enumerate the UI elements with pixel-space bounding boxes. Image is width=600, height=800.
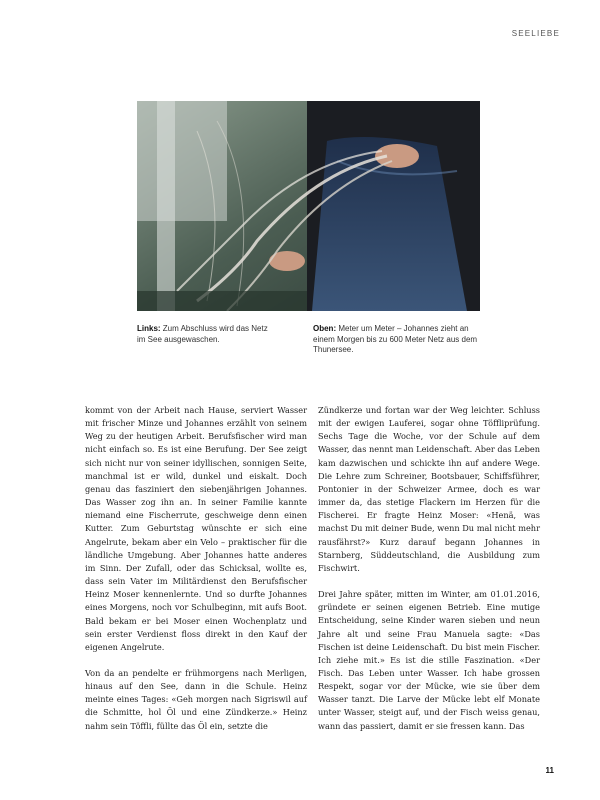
section-label: SEELIEBE (511, 29, 560, 38)
paragraph: Drei Jahre später, mitten im Winter, am 01.01.2016, gründete er seinen eigenen Betrieb. Eine mutige Entscheidung, seine Kinder waren sieben und neun Jahre alt und seine Frau Manuela sagte: «Das Fischen ist deine Leidenschaft. Du bist mein Fischer. Ich ziehe mit.» Es ist die stille Faszination. «Der Fisch. Das Leben unter Wasser. Ich habe grossen Respekt, sogar vor der Mücke, wie sie über dem Wasser tanzt. Die Larve der Mücke lebt elf Monate unter Wasser, steigt auf, und der Fisch weiss genau, wann das passiert, damit er sie fressen kann. Das (318, 589, 540, 731)
caption-left (137, 324, 277, 345)
caption-right (313, 324, 488, 356)
article-column-right (318, 404, 540, 746)
photo-fisherman-net (137, 101, 480, 311)
page-number: 11 (545, 766, 554, 775)
paragraph: Zündkerze und fortan war der Weg leichter. Schluss mit der ewigen Lauferei, sogar ohne Töffliprüfung. Sechs Tage die Woche, vor der Schule auf dem Wasser, das nennt man Leidenschaft. Aber das Leben kam dazwischen und schickte ihn auf andere Wege. Die Lehre zum Schreiner, Bootsbauer, Schiffsführer, Pontonier in der Schweizer Armee, doch es war immer da, das stetige Flackern im Herzen für die Fischerei. Er fragte Heinz Moser: «Henä, was machst Du mit deiner Bude, wenn Du mal nicht mehr rausfährst?» Kurz darauf begann Johannes in Starnberg, Süddeutschland, die Ausbildung zum Fischwirt. (318, 405, 540, 573)
caption-right-label: Oben: (313, 324, 337, 333)
paragraph: Von da an pendelte er frühmorgens nach Merligen, hinaus auf den See, dann in die Schule. Heinz meinte eines Tages: «Geh morgen nach Sigriswil auf die Schmitte, hol Öl und eine Zündkerze.» Heinz nahm sein Töffli, füllte das Öl ein, setzte die (85, 667, 307, 731)
caption-left-label: Links: (137, 324, 161, 333)
caption-right-text: Meter um Meter – Johannes zieht an einem Morgen bis zu 600 Meter Netz aus dem Thunersee. (313, 324, 478, 354)
paragraph: kommt von der Arbeit nach Hause, serviert Wasser mit frischer Minze und Johannes erzählt von seinem Weg zu der heutigen Arbeit. Berufsfischer wird man nicht einfach so. Es ist eine Berufung. Der See zeigt sich nicht nur von seiner idyllischen, sonnigen Seite, manchmal ist er wild, dunkel und eiskalt. Doch genau das fasziniert den siebenjährigen Johannes. Das Wasser zog ihn an. In seiner Familie kannte niemand eine Fischerrute, geschweige denn einen Kutter. Zum Geburtstag wünschte er sich eine Angelrute, bekam aber ein Velo – praktischer für die ländliche Umgebung. Aber Johannes hatte anderes im Sinn. Der Zufall, oder das Schicksal, wollte es, dass sein Vater im Militärdienst den Berufsfischer Heinz Moser kennenlernte. Und so durfte Johannes eines Morgens, noch vor Schulbeginn, mit aufs Boot. Bald bekam er bei Moser einen Wochenplatz und sein erster Verdienst floss direkt in den Kauf der eigenen Angelrute. (85, 405, 307, 652)
article-column-left (85, 404, 307, 746)
caption-left-text: Zum Abschluss wird das Netz im See ausgewaschen. (137, 324, 268, 344)
